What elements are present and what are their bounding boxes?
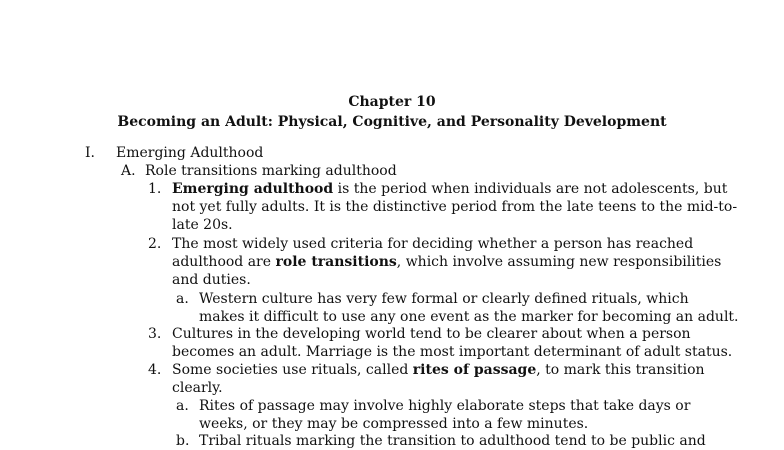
text-run: adulthood are bbox=[172, 254, 276, 270]
sub-item-line: Rites of passage may involve highly elaborate steps that take days or bbox=[199, 398, 691, 414]
subsection-heading: Role transitions marking adulthood bbox=[145, 163, 397, 179]
sub-item-marker: b. bbox=[176, 433, 190, 449]
key-term: rites of passage bbox=[412, 362, 537, 378]
list-item-line bbox=[172, 361, 705, 379]
list-item-line bbox=[172, 180, 727, 198]
list-item-marker: 1. bbox=[148, 181, 162, 197]
sub-item-line: Tribal rituals marking the transition to adulthood tend to be public and bbox=[199, 433, 706, 449]
text-run: Some societies use rituals, called bbox=[172, 362, 413, 378]
chapter-title: Chapter 10 bbox=[348, 94, 436, 110]
subsection-marker: A. bbox=[121, 163, 136, 179]
list-item-marker: 2. bbox=[148, 236, 162, 252]
sub-item-line: makes it difficult to use any one event as the marker for becoming an adult. bbox=[199, 309, 739, 325]
sub-item-marker: a. bbox=[176, 291, 189, 307]
key-term: role transitions bbox=[275, 254, 397, 270]
text-run: , which involve assuming new responsibilities bbox=[396, 254, 722, 270]
sub-item-line: Western culture has very few formal or clearly defined rituals, which bbox=[199, 291, 689, 307]
sub-item-line: weeks, or they may be compressed into a few minutes. bbox=[199, 416, 589, 432]
list-item-line bbox=[172, 253, 721, 271]
chapter-subtitle: Becoming an Adult: Physical, Cognitive, and Personality Development bbox=[117, 114, 667, 130]
text-run: , to mark this transition bbox=[536, 362, 705, 378]
list-item-line: becomes an adult. Marriage is the most important determinant of adult status. bbox=[172, 344, 733, 360]
list-item-line: clearly. bbox=[172, 380, 223, 396]
key-term: Emerging adulthood bbox=[172, 181, 334, 197]
list-item-line: The most widely used criteria for deciding whether a person has reached bbox=[172, 236, 694, 252]
list-item-marker: 4. bbox=[148, 362, 162, 378]
section-heading: Emerging Adulthood bbox=[116, 145, 264, 161]
list-item-marker: 3. bbox=[148, 326, 162, 342]
list-item-line: Cultures in the developing world tend to be clearer about when a person bbox=[172, 326, 691, 342]
text-run: is the period when individuals are not adolescents, but bbox=[333, 181, 728, 197]
list-item-line: late 20s. bbox=[172, 217, 233, 233]
sub-item-marker: a. bbox=[176, 398, 189, 414]
list-item-line: not yet fully adults. It is the distinctive period from the late teens to the mid-to- bbox=[172, 199, 738, 215]
list-item-line: and duties. bbox=[172, 272, 251, 288]
section-marker: I. bbox=[85, 145, 95, 161]
